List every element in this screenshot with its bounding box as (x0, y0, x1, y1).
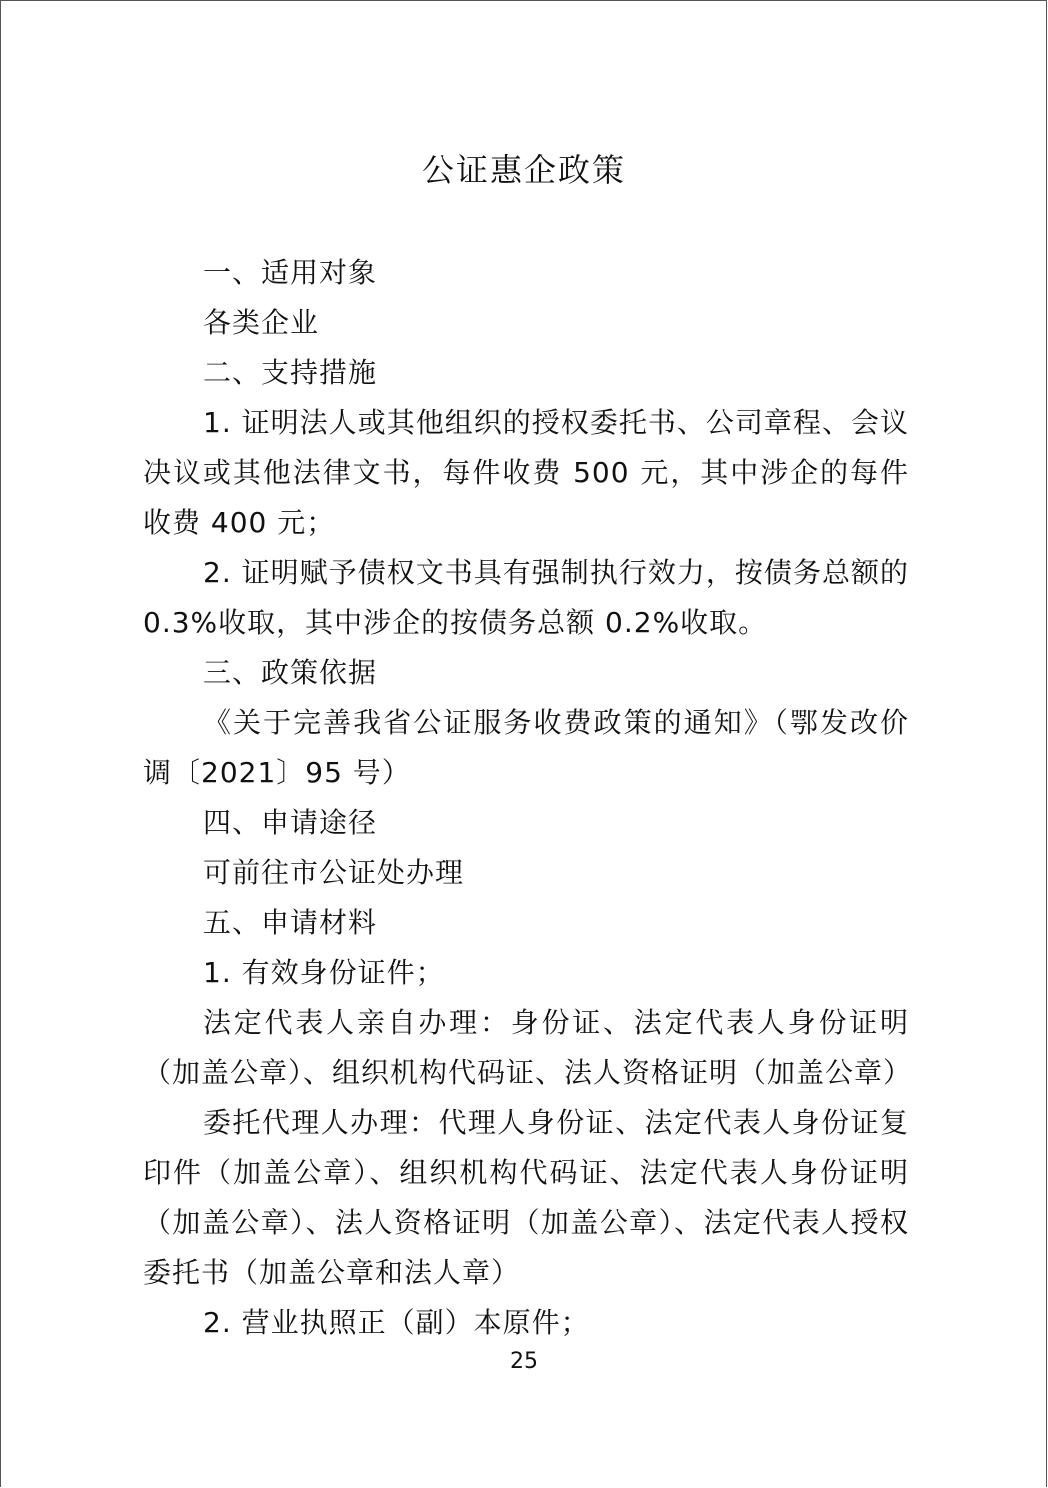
section-heading-applicable-objects: 一、适用对象 (203, 256, 378, 289)
paragraph-authorized-agent: 委托代理人办理：代理人身份证、法定代表人身份证复印件（加盖公章）、组织机构代码证、法定代表人身份证明（加盖公章）、法人资格证明（加盖公章）、法定代表人授权委托书（加盖公章和法人章） (143, 1106, 909, 1289)
document-body (143, 248, 913, 1348)
page-title: 公证惠企政策 (421, 151, 626, 189)
section-heading-support-measures: 二、支持措施 (203, 356, 378, 389)
paragraph-material-1: 1. 有效身份证件； (203, 956, 445, 989)
paragraph-legal-representative: 法定代表人亲自办理：身份证、法定代表人身份证明（加盖公章）、组织机构代码证、法人资格证明（加盖公章） (143, 1006, 913, 1089)
paragraph-application-channel: 可前往市公证处办理 (203, 856, 465, 889)
paragraph-measure-1: 1. 证明法人或其他组织的授权委托书、公司章程、会议决议或其他法律文书，每件收费 500 元，其中涉企的每件收费 400 元； (143, 406, 909, 539)
paragraph-material-2: 2. 营业执照正（副）本原件； (203, 1306, 590, 1339)
paragraph-applicable-objects: 各类企业 (203, 306, 320, 339)
section-heading-application-materials: 五、申请材料 (203, 906, 378, 939)
page-number: 25 (510, 1349, 538, 1374)
paragraph-policy-basis: 《关于完善我省公证服务收费政策的通知》（鄂发改价调〔2021〕95 号） (143, 706, 909, 789)
section-heading-application-channel: 四、申请途径 (203, 806, 378, 839)
paragraph-measure-2: 2. 证明赋予债权文书具有强制执行效力，按债务总额的 0.3%收取，其中涉企的按债务总额 0.2%收取。 (143, 556, 909, 639)
section-heading-policy-basis: 三、政策依据 (203, 656, 378, 689)
